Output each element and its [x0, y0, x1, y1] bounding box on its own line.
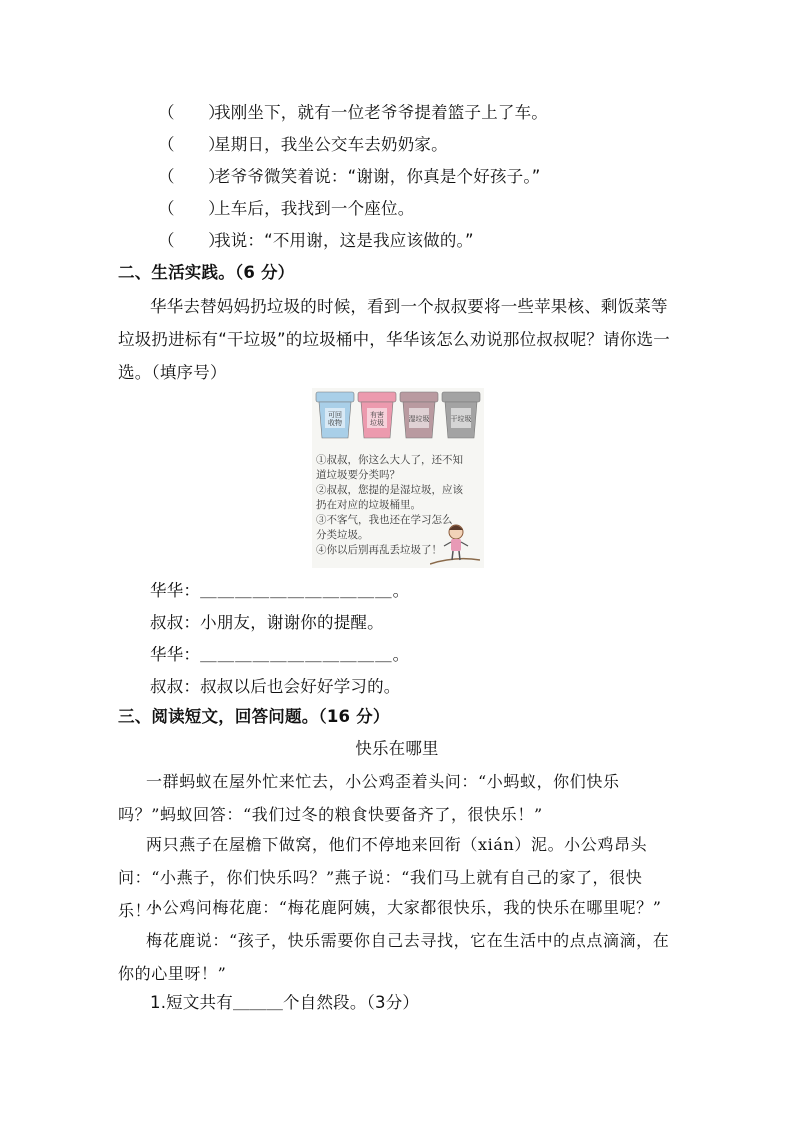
figure-option-line: ③不客气，我也还在学习怎么 [316, 514, 453, 526]
bin-label: 湿垃圾 [408, 415, 430, 423]
order-item [158, 166, 541, 188]
dialogue-speaker: 华华： [150, 581, 201, 600]
dialogue-speaker: 叔叔： [150, 677, 201, 696]
story-paragraph: 一群蚂蚁在屋外忙来忙去，小公鸡歪着头问：“小蚂蚁，你们快乐吗？”蚂蚁回答：“我们过冬的粮食快要备齐了，很快乐！” [118, 772, 620, 824]
order-item-text: 上车后，我找到一个座位。 [214, 199, 415, 218]
garbage-sort-figure [312, 388, 484, 568]
dialogue-line [150, 580, 410, 602]
dialogue-text: 叔叔以后也会好好学习的。 [200, 677, 401, 696]
answer-paren[interactable]: （ ） [158, 199, 225, 218]
order-item [158, 230, 474, 252]
dialogue-text: 小朋友，谢谢你的提醒。 [200, 613, 384, 632]
bin-label: 有害 [370, 411, 384, 419]
figure-option-line: 扔在对应的垃圾桶里。 [316, 499, 421, 511]
section-heading: 三、阅读短文，回答问题。（16 分） [118, 707, 390, 726]
bin-label: 可回 [328, 411, 342, 419]
order-item-text: 我说：“不用谢，这是我应该做的。” [214, 231, 474, 250]
section-heading: 二、生活实践。（6 分） [118, 263, 295, 282]
order-item-text: 老爷爷微笑着说：“谢谢，你真是个好孩子。” [214, 167, 541, 186]
garbage-bin-icon [358, 392, 396, 438]
order-item [158, 134, 448, 156]
answer-paren[interactable]: （ ） [158, 135, 225, 154]
figure-option-line: ②叔叔，您提的是湿垃圾，应该 [316, 484, 463, 496]
answer-paren[interactable]: （ ） [158, 231, 225, 250]
dialogue-line [150, 676, 401, 698]
dialogue-speaker: 叔叔： [150, 613, 201, 632]
bin-label: 收物 [328, 419, 342, 427]
dialogue-line [150, 612, 384, 634]
figure-option-line: 道垃圾要分类吗？ [316, 469, 400, 481]
bin-label: 干垃圾 [450, 415, 472, 423]
question-1: 1.短文共有＿＿＿个自然段。（3分） [150, 993, 420, 1012]
garbage-bin-icon [400, 392, 438, 438]
section-prompt: 华华去替妈妈扔垃圾的时候，看到一个叔叔要将一些苹果核、剩饭菜等垃圾扔进标有“干垃圾”的垃圾桶中，华华该怎么劝说那位叔叔呢？请你选一选。（填序号） [118, 297, 670, 382]
answer-paren[interactable]: （ ） [158, 167, 225, 186]
figure-option-line: 分类垃圾。 [316, 529, 369, 541]
answer-paren[interactable]: （ ） [158, 103, 225, 122]
dialogue-speaker: 华华： [150, 645, 201, 664]
answer-blank[interactable]: ＿＿＿＿＿＿＿＿＿＿＿。 [200, 581, 411, 600]
order-item [158, 102, 548, 124]
bin-label: 垃圾 [370, 419, 384, 427]
garbage-bins-illustration [312, 388, 484, 454]
order-item [158, 198, 414, 220]
story-paragraph: 梅花鹿说：“孩子，快乐需要你自己去寻找，它在生活中的点点滴滴，在你的心里呀！” [118, 931, 670, 983]
child-icon [430, 520, 480, 568]
garbage-bin-icon [316, 392, 354, 438]
dialogue-line [150, 644, 410, 666]
answer-blank[interactable]: ＿＿＿＿＿＿＿＿＿＿＿。 [200, 645, 411, 664]
story-title: 快乐在哪里 [355, 739, 439, 758]
garbage-bin-icon [442, 392, 480, 438]
figure-option-line: ④你以后别再乱丢垃圾了！ [316, 544, 442, 556]
figure-option-line: ①叔叔，你这么大人了，还不知 [316, 454, 463, 466]
order-item-text: 星期日，我坐公交车去奶奶家。 [214, 135, 448, 154]
order-item-text: 我刚坐下，就有一位老爷爷提着篮子上了车。 [214, 103, 548, 122]
story-paragraph: 两只燕子在屋檐下做窝，他们不停地来回衔（xián）泥。小公鸡昂头问：“小燕子，你们快乐吗？”燕子说：“我们马上就有自己的家了，很快乐！” [118, 835, 648, 920]
story-paragraph: 小公鸡问梅花鹿：“梅花鹿阿姨，大家都很快乐，我的快乐在哪里呢？” [146, 898, 662, 917]
